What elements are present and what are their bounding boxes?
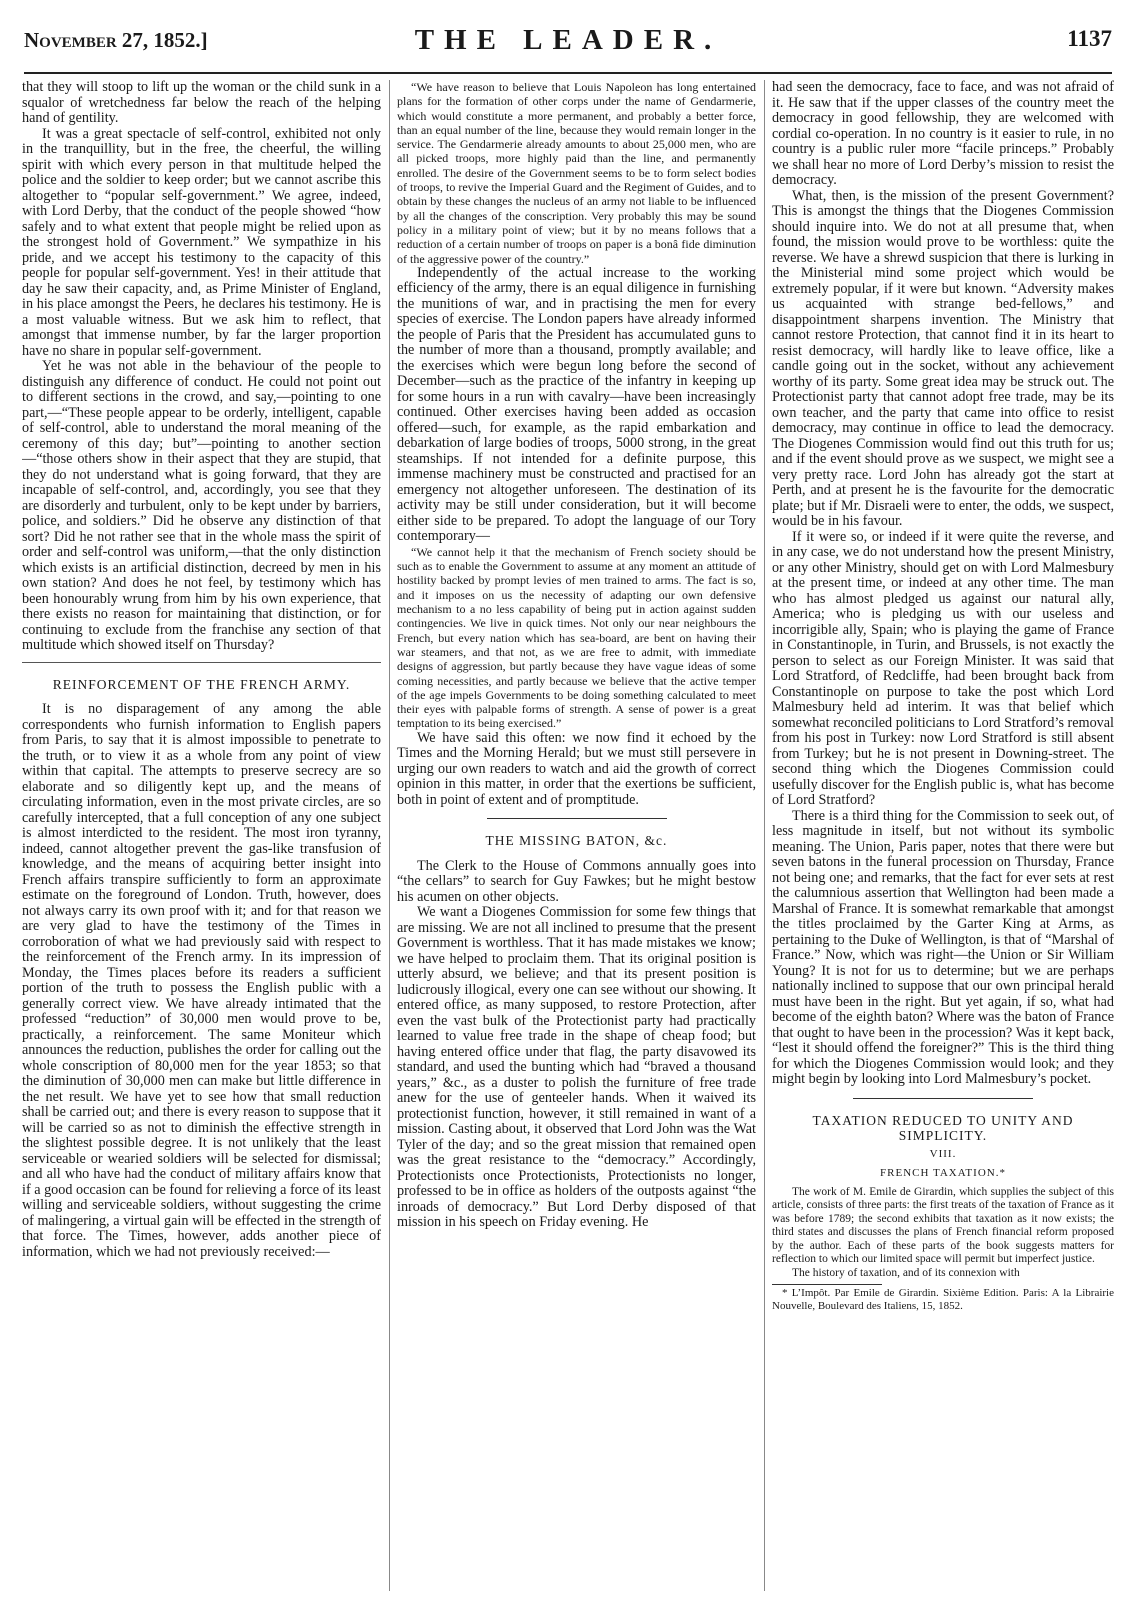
quote-paragraph: “We cannot help it that the mechanism of French society should be such as to enable the Government to assume at any moment an attitude of hostility backed by prompt levies of men trained to arms. The fact is so, and it imposes on us the necessity of adapting our own defensive mechanism to a no less capability of being put in action against sudden contingencies. We live in quick times. Not only our near neighbours the French, but every nation which has sea-board, are bent on having their war steamers, and that not, as we are free to admit, with immediate designs of aggression, but partly because they have vague ideas of some coming necessities, and partly because we believe that the active temper of the age impels Governments to be doing something calculated to meet their eyes with palpable forms of strength. A sense of power is a great temptation to its being exercised.”: [397, 544, 756, 731]
footnote: * L’Impôt. Par Emile de Girardin. Sixième Edition. Paris: A la Librairie Nouvelle, Boulevard des Italiens, 15, 1852.: [772, 1287, 1114, 1312]
article-columns: [22, 80, 1114, 1591]
issue-date: November 27, 1852.]: [24, 28, 208, 52]
footnote-rule: [772, 1284, 882, 1285]
section-divider: [487, 818, 667, 819]
masthead: [24, 24, 1112, 74]
paragraph: We want a Diogenes Commission for some few things that are missing. We are not all inclined to presume that the present Government is worthless. That it has made mistakes we know; we have helped to proclaim them. That its original position is utterly absurd, we believe; and that its present position is ludicrously illogical, every one can see without our showing. It entered office, as many supposed, to restore Protection, after even the vast bulk of the Protectionist party had practically learned to value free trade in the shape of cheap food; but having entered office under that flag, the party disavowed its standard, and used the bunting which had “braved a thousand years,” &c., as a duster to polish the furniture of free trade anew for the use of genteeler hands. When it waived its protectionist function, however, it still remained in want of a mission. Casting about, it observed that Lord John was the Wat Tyler of the day; and so the great mission that remained open was the great resistance to the “democracy.” Accordingly, Protectionists once Protectionists, Protectionists no longer, professed to be in office as holders of the outposts against “the inroads of democracy.” But Lord Derby disposed of that mission in his speech on Friday evening. He: [397, 904, 756, 1231]
paragraph: If it were so, or indeed if it were quite the reverse, and in any case, we do not understand how the present Ministry, or any other Ministry, should get on with Lord Malmesbury at the present time, or indeed at any other time. The man who has almost pledged us against our natural ally, America; who is pledging us with our useless and incorrigible ally, Spain; who is playing the game of France in Constantinople, in Turin, and Brussels, is not exactly the person to select as our Foreign Minister. It was said that Lord Stratford, of Redcliffe, had been brought back from Constantinople on purpose to take the post which Lord Malmesbury held ad interim. It was that belief which somewhat reconciled politicians to Lord Stratford’s removal from his post in Turkey: now Lord Stratford is still absent from Turkey; but he is not present in Downing-street. The second thing which the Diogenes Commission could usefully discover for the English public is, what has become of Lord Stratford?: [772, 528, 1114, 808]
paragraph: It was a great spectacle of self-control, exhibited not only in the tranquillity, but in the free, the cheerful, the willing spirit with which every person in that multitude helped the police and the soldier to keep order; but we cannot ascribe this altogether to “popular self-government.” We agree, indeed, with Lord Derby, that the conduct of the people showed “how safely and to what extent that people might be relied upon as the strongest hold of Government.” We sympathize in his pride, and we accept his testimony to the capacity of this people for popular self-government. Yes! in their attitude that day he saw their capacity, and, as Prime Minister of England, in his place amongst the Peers, he declares his testimony. He is a most valuable witness. But we ask him to reflect, that amongst that immense number, by far the larger proportion have no share in popular self-government.: [22, 125, 381, 359]
section-divider: [853, 1098, 1033, 1099]
paragraph: What, then, is the mission of the present Government? This is amongst the things that the Diogenes Commission should inquire into. We do not at all presume that, when found, the mission would prove to be worthless: quite the reverse. We have a shrewd suspicion that there is lurking in the Ministerial mind some project which would be extremely popular, if it were but known. “Adversity makes us acquainted with strange bed-fellows,” and disappointment sharpens invention. The Ministry that cannot restore Protection, that cannot find it in its heart to resist democracy, will hardly like to leave office, like a candle going out in the socket, without any achievement worthy of its party. Some great idea may be struck out. The Protectionist party that cannot adopt free trade, may be its own teacher, and the party that came into office to resist democracy, may continue in office to lead the democracy. The Diogenes Commission would find out this truth for us; and if the event should prove as we suspect, we might see a very pretty race. Lord John has already got the start at Perth, and at present he is the favourite for the democratic plate; but if Mr. Disraeli were to enter, the odds, we suspect, would be in his favour.: [772, 187, 1114, 529]
paragraph: Independently of the actual increase to the working efficiency of the army, there is an equal diligence in furnishing the munitions of war, and in practising the men for every species of exercise. The London papers have already informed the people of Paris that the President has accumulated guns to the number of more than a thousand, promptly available; and the exercises which were begun long before the second of December—such as the practice of the infantry in keeping up for some hours in a run with cavalry—have been increasingly continued. Other exercises having been added as occasion offered—such, for example, as the rapid embarkation and debarkation of large bodies of troops, 5000 strong, in the great steamships. If not intended for a definite purpose, this immense machinery must be constructed and practised for an emergency not altogether unforeseen. The destination of its activity may be still under consideration, but it will become either side to be prepared. To adopt the language of our Tory contemporary—: [397, 264, 756, 545]
article-heading-taxation: TAXATION REDUCED TO UNITY AND SIMPLICITY.: [812, 1112, 1074, 1143]
block-quote: [397, 545, 756, 731]
paragraph: The history of taxation, and of its connexion with: [792, 1266, 1020, 1279]
section-divider: [22, 662, 381, 663]
column-2: [397, 80, 756, 1591]
paragraph: It is no disparagement of any among the able correspondents who furnish information to English papers from Paris, to say that it is almost impossible to penetrate to the truth, or to view it as a whole from any point of view within that capital. The attempts to preserve secrecy are so elaborate and so diligently kept up, and the means of circulating information, even in the most private circles, are so carefully intercepted, that a full conception of any one subject is almost interdicted to the resident. The most iron tyranny, indeed, cannot altogether prevent the gas-like transfusion of knowledge, and the means of acquiring better insight into French affairs transpire sufficiently to form an approximate estimate on the foreground of London. Truth, however, does not always carry its own proof with it; and for that reason we are very glad to have the testimony of the Times in corroboration of what we had previously said with respect to the reinforcement of the French army. In its impression of Monday, the Times places before its readers a sufficient portion of the truth to possess the English public with a generally correct view. We have already intimated that the professed “reduction” of 30,000 men would prove to be, practically, a reinforcement. The same Moniteur which announces the reduction, publishes the order for calling out the whole conscription of 80,000 men for the year 1853; so that the diminution of 30,000 men can make but little difference in the net result. We have yet to see how that small reduction shall be carried out; and there is every reason to suppose that it will be carried so as not to diminish the effective strength in the slightest possible degree. It is not unlikely that the least serviceable or wearied soldiers will be selected for dismissal; and all who have had the conduct of military affairs know that if a good occasion can be found for relieving a force of its least willing and serviceable soldiers, without suggesting the crime of malingering, a virtual gain will be effected in the strength of that force. The Times, however, adds another piece of information, which we had not previously received:—: [22, 701, 381, 1260]
paragraph: We have said this often: we now find it echoed by the Times and the Morning Herald; but we must still persevere in urging our own readers to watch and aid the growth of correct opinion in this matter, in order that the exertions be sufficient, both in point of extent and of promptitude.: [397, 729, 756, 808]
column-3: [772, 80, 1114, 1591]
page-number: 1137: [1067, 26, 1112, 51]
block-quote: [397, 80, 756, 266]
column-divider: [764, 80, 765, 1591]
article-number: VIII.: [929, 1147, 957, 1160]
paragraph: that they will stoop to lift up the woman or the child sunk in a squalor of wretchedness far below the reach of the helping hand of gentility.: [22, 80, 381, 126]
article-subheading: FRENCH TAXATION.*: [880, 1167, 1006, 1179]
article-heading-french-army: REINFORCEMENT OF THE FRENCH ARMY.: [52, 676, 351, 692]
newspaper-title: THE LEADER.: [414, 24, 722, 56]
paragraph: There is a third thing for the Commission to seek out, of less magnitude in itself, but not without its symbolic meaning. The Union, Paris paper, notes that there were but seven batons in the funeral procession on Thursday, France not being one; and remarks, that the fact for ever sets at rest the calumnious assertion that Wellington had been made a Marshal of France. It is somewhat remarkable that amongst the titles proclaimed by the Garter King at Arms, as pertaining to the Duke of Wellington, is that of “Marshal of France.” Now, which was right—the Union or Sir William Young? It is not for us to determine; but we are perhaps nationally inclined to suppose that our own principal herald must have been in the right. But yet again, if so, what had become of the eighth baton? Where was the baton of France that ought to have been in the procession? Was it kept back, “lest it should offend the foreigner?” This is the third thing for which the Diogenes Commission would look; and they might begin by looking into Lord Malmesbury’s pocket.: [772, 807, 1114, 1087]
quote-paragraph: “We have reason to believe that Louis Napoleon has long entertained plans for the formation of other corps under the name of Gendarmerie, which would constitute a more permanent, and probably a better force, than an equal number of the line, because they would remain longer in the service. The Gendarmerie already amounts to about 25,000 men, who are all picked troops, more highly paid than the line, and permanently enrolled. The desire of the Government seems to be to form select bodies of troops, to revive the Imperial Guard and the Regiment of Guides, and to obtain by these changes the nucleus of an army not liable to be influenced by all the changes of the conscription. Very probably this may be sound policy in a military point of view; but it by no means follows that a reduction of a certain number of troops on paper is a bonâ fide diminution of the aggressive power of the country.”: [397, 80, 756, 266]
paragraph: The work of M. Emile de Girardin, which supplies the subject of this article, consists of three parts: the first treats of the taxation of France as it was before 1789; the second exhibits that taxation as it now exists; the third states and discusses the plans of French financial reform proposed by the author. Each of these parts of the book suggests matters for reflection to which our limited space will permit but imperfect justice.: [772, 1185, 1114, 1265]
column-1: [22, 80, 381, 1591]
article-heading-missing-baton: THE MISSING BATON, &c.: [485, 833, 668, 849]
paragraph: had seen the democracy, face to face, and was not afraid of it. He saw that if the upper classes of the country meet the democracy in good fellowship, they are welcomed with cordial co-operation. In no country is it easier to rule, in no country is a public ruler more “facile princeps.” Probably we shall hear no more of Lord Derby’s mission to resist the democracy.: [772, 80, 1114, 188]
paragraph: The Clerk to the House of Commons annually goes into “the cellars” to search for Guy Fawkes; but he might bestow his acumen on other objects.: [397, 857, 756, 905]
paragraph: Yet he was not able in the behaviour of the people to distinguish any difference of conduct. He could not point out to different sections in the crowd, and say,—pointing to one part,—“These people appear to be orderly, intelligent, capable of self-control, able to understand the moral meaning of the ceremony of this day; but”—pointing to another section—“those others show in their aspect that they are stupid, that they do not understand what is going forward, that they are incapable of self-control, and, accordingly, you see that they are disorderly and turbulent, only to be kept under by barriers, police, and soldiers.” Did he observe any distinction of that sort? Did he not rather see that in the whole mass the spirit of order and self-control was uniform,—that the only distinction which exists is an artificial distinction, decreed by men in his own station? And does he not feel, by testimony which has been honourably wrung from him by his own experience, that there exists no reason for maintaining that distinction, or for continuing to exclude from the franchise any section of that multitude which showed itself on Thursday?: [22, 358, 381, 653]
column-divider: [389, 80, 390, 1591]
